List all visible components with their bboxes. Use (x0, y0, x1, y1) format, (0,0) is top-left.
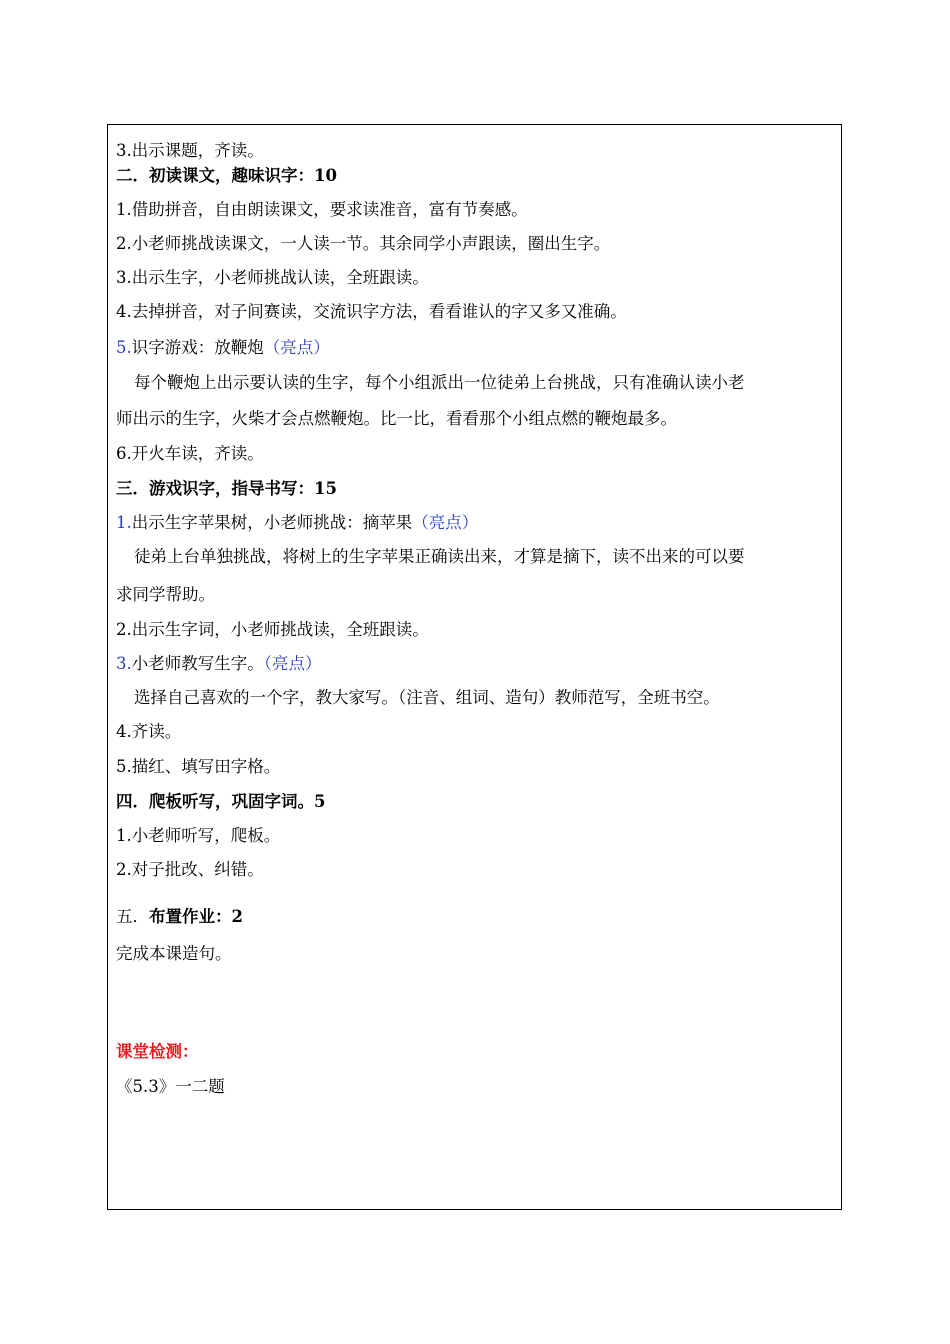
section3-item-5: 5.描红、填写田字格。 (116, 757, 281, 776)
section3-item-1 (116, 512, 478, 534)
item-number: 3. (116, 654, 132, 673)
section3-item-3 (116, 653, 322, 675)
item-text: 出示生字苹果树，小老师挑战：摘苹果 (131, 513, 413, 532)
classroom-check-content: 《5.3》一二题 (116, 1077, 225, 1096)
highlight-mark: （亮点） (263, 338, 330, 357)
section3-item-1-desc-2: 求同学帮助。 (116, 585, 215, 604)
section2-item-3: 3.出示生字，小老师挑战认读，全班跟读。 (116, 268, 429, 287)
highlight-mark: （亮点） (263, 654, 322, 673)
section5-heading (116, 906, 243, 928)
section3-item-4: 4.齐读。 (116, 722, 182, 741)
item-number: 5. (116, 338, 132, 357)
intro-item: 3.出示课题，齐读。 (116, 141, 264, 160)
section4-heading: 四．爬板听写，巩固字词。5 (116, 792, 326, 811)
item-number: 1. (116, 513, 132, 532)
section2-item-5 (116, 337, 330, 359)
section2-item-2: 2.小老师挑战读课文，一人读一节。其余同学小声跟读，圈出生字。 (116, 234, 611, 253)
section3-heading: 三．游戏识字，指导书写：15 (116, 479, 337, 498)
section5-number: 五． (116, 907, 149, 926)
item-text: 小老师教写生字。 (131, 654, 264, 673)
section2-item-5-desc-2: 师出示的生字，火柴才会点燃鞭炮。比一比，看看那个小组点燃的鞭炮最多。 (116, 409, 677, 428)
highlight-mark: （亮点） (412, 513, 479, 532)
section5-content: 完成本课造句。 (116, 944, 232, 963)
section2-item-6: 6.开火车读，齐读。 (116, 444, 264, 463)
section3-item-2: 2.出示生字词，小老师挑战读，全班跟读。 (116, 620, 429, 639)
section4-item-2: 2.对子批改、纠错。 (116, 860, 264, 879)
classroom-check-heading: 课堂检测： (116, 1042, 199, 1061)
section3-item-3-desc: 选择自己喜欢的一个字，教大家写。（注音、组词、造句）教师范写，全班书空。 (134, 688, 720, 707)
section2-item-1: 1.借助拼音，自由朗读课文，要求读准音，富有节奏感。 (116, 200, 528, 219)
section2-item-5-desc-1: 每个鞭炮上出示要认读的生字，每个小组派出一位徒弟上台挑战，只有准确认读小老 (134, 373, 745, 392)
section3-item-1-desc-1: 徒弟上台单独挑战，将树上的生字苹果正确读出来，才算是摘下，读不出来的可以要 (134, 547, 745, 566)
section2-item-4: 4.去掉拼音，对子间赛读，交流识字方法，看看谁认的字又多又准确。 (116, 302, 627, 321)
section5-title: 布置作业：2 (149, 907, 243, 926)
section2-heading: 二．初读课文，趣味识字：10 (116, 166, 337, 185)
section4-item-1: 1.小老师听写，爬板。 (116, 826, 281, 845)
item-text: 识字游戏：放鞭炮 (131, 338, 264, 357)
